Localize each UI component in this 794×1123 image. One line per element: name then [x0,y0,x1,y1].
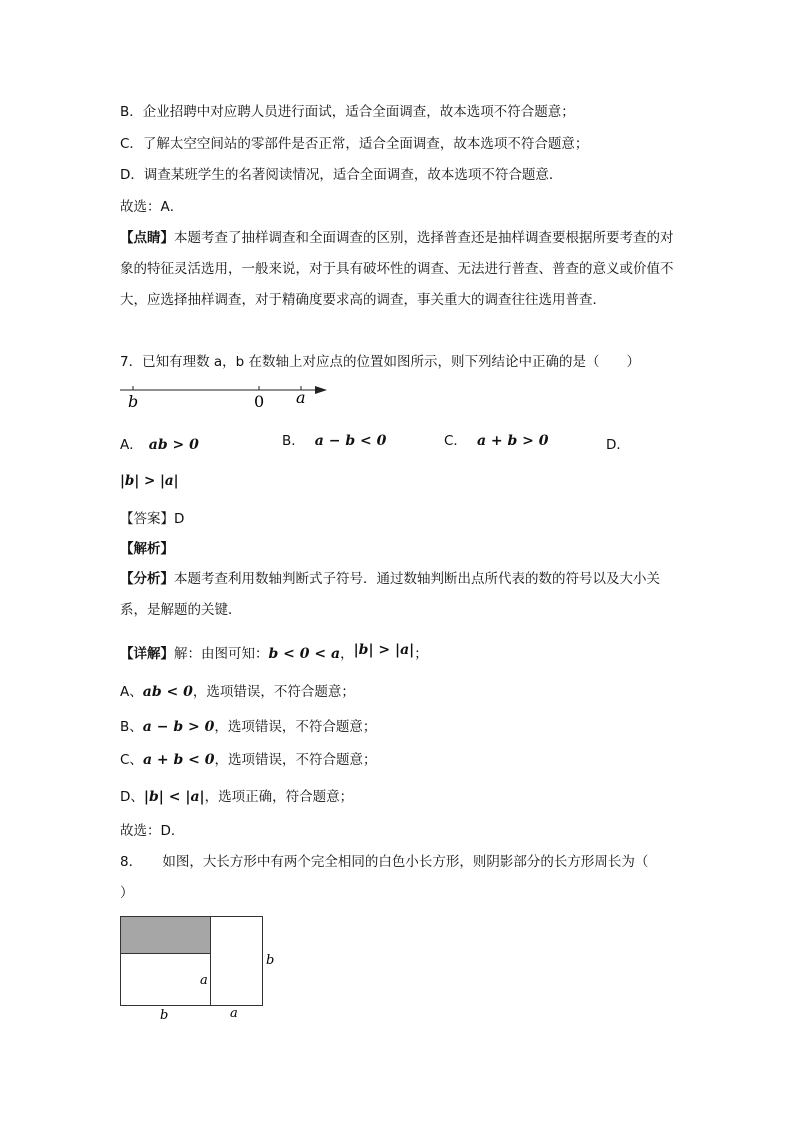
q7-choose: 故选：D． [120,823,185,839]
q7-answer: 【答案】D [120,511,185,527]
dianjing-tag: 【点睛】 [120,230,174,246]
q7-analysis-c: C、a + b < 0，选项错误，不符合题意； [120,752,377,768]
q7-option-b: B． a − b < 0 [282,433,387,449]
fenxi-tag: 【分析】 [120,571,174,587]
option-b-explanation: B．企业招聘中对应聘人员进行面试，适合全面调查，故本选项不符合题意； [120,104,575,120]
q7-analysis-d: D、|b| < |a|，选项正确，符合题意； [120,789,354,805]
q7-number-line [115,378,335,412]
q7-option-c: C． a + b > 0 [444,433,549,449]
q7-fenxi-paragraph [120,564,675,626]
shaded-rectangle [121,917,211,953]
q8-rectangle-figure [112,910,282,1025]
q7-xiangjie-line: 【详解】解：由图可知：b < 0 < a，|b| > |a|； [120,642,428,662]
q7-analysis-a: A、ab < 0，选项错误，不符合题意； [120,684,355,700]
answer-choice-line: 故选：A． [120,199,184,215]
fig-label-a-bottom: a [230,1006,238,1021]
dianjing-text: 本题考查了抽样调查和全面调查的区别，选择普查还是抽样调查要根据所要考查的对象的特征灵活选用，一般来说，对于具有破坏性的调查、无法进行普查、普查的意义或价值不大，应选择抽样调查，对于精确度要求高的调查，事关重大的调查往往选用普查． [120,230,674,308]
q7-jiexi: 【解析】 [120,541,174,557]
q7-analysis-b: B、a − b > 0，选项错误，不符合题意； [120,719,377,735]
q7-option-d-math: |b| > |a| [120,473,179,489]
numberline-a-label: a [296,388,306,407]
q7-option-d-label: D． [606,437,630,453]
numberline-b-label: b [128,392,139,411]
numberline-zero-label: 0 [254,392,265,411]
q8-stem-line1: 8． 如图，大长方形中有两个完全相同的白色小长方形，则阴影部分的长方形周长为（ [120,854,649,870]
option-c-explanation: C．了解太空空间站的零部件是否正常，适合全面调查，故本选项不符合题意； [120,136,589,152]
q8-stem-line2: ） [120,885,134,901]
option-d-explanation: D．调查某班学生的名著阅读情况，适合全面调查，故本选项不符合题意． [120,167,563,183]
fig-label-b-bottom: b [160,1008,169,1023]
fenxi-text: 本题考查利用数轴判断式子符号．通过数轴判断出点所代表的数的符号以及大小关系，是解题的关键． [120,571,660,618]
fig-label-b-right: b [266,953,275,968]
q7-stem: 7．已知有理数 a，b 在数轴上对应点的位置如图所示，则下列结论中正确的是（ ） [120,354,641,370]
fig-label-a-inner: a [200,973,208,988]
q7-option-a: A． ab > 0 [120,437,199,453]
dianjing-paragraph [120,223,675,316]
